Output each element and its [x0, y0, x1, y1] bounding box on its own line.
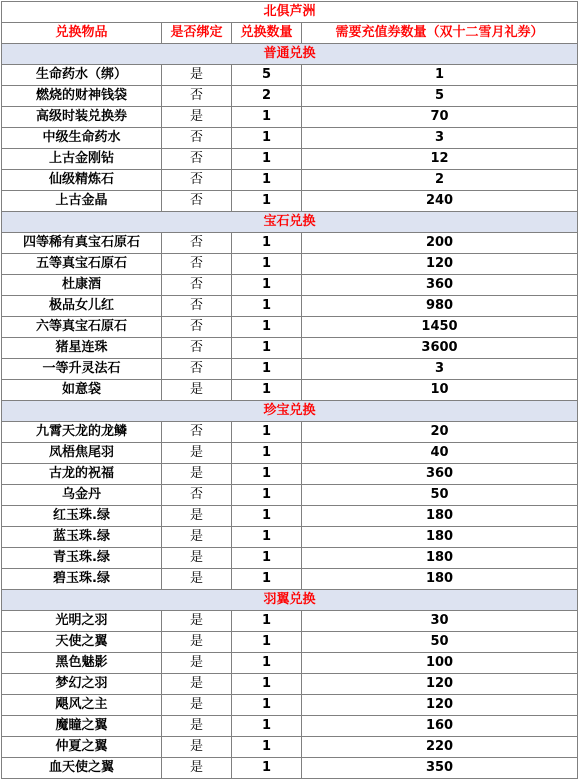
section-header-row [2, 212, 578, 233]
item-name: 蓝玉珠.绿 [2, 527, 162, 548]
exchange-table-body [2, 2, 578, 779]
table-row [2, 275, 578, 296]
bound-status: 否 [162, 359, 232, 380]
coupon-cost: 1450 [302, 317, 578, 338]
bound-status: 是 [162, 506, 232, 527]
exchange-quantity: 1 [232, 653, 302, 674]
item-name: 魔瞳之翼 [2, 716, 162, 737]
coupon-cost: 3 [302, 128, 578, 149]
coupon-cost: 180 [302, 506, 578, 527]
bound-status: 是 [162, 737, 232, 758]
item-name: 四等稀有真宝石原石 [2, 233, 162, 254]
exchange-quantity: 1 [232, 716, 302, 737]
item-name: 飓风之主 [2, 695, 162, 716]
coupon-cost: 1 [302, 65, 578, 86]
item-name: 黑色魅影 [2, 653, 162, 674]
exchange-quantity: 1 [232, 149, 302, 170]
exchange-quantity: 1 [232, 737, 302, 758]
item-name: 凤梧焦尾羽 [2, 443, 162, 464]
item-name: 青玉珠.绿 [2, 548, 162, 569]
coupon-cost: 360 [302, 275, 578, 296]
bound-status: 是 [162, 380, 232, 401]
exchange-quantity: 1 [232, 569, 302, 590]
exchange-quantity: 1 [232, 359, 302, 380]
coupon-cost: 120 [302, 695, 578, 716]
coupon-cost: 200 [302, 233, 578, 254]
item-name: 五等真宝石原石 [2, 254, 162, 275]
item-name: 红玉珠.绿 [2, 506, 162, 527]
coupon-cost: 180 [302, 569, 578, 590]
table-row [2, 86, 578, 107]
coupon-cost: 980 [302, 296, 578, 317]
table-row [2, 443, 578, 464]
header-item: 兑换物品 [2, 23, 162, 44]
coupon-cost: 10 [302, 380, 578, 401]
table-row [2, 611, 578, 632]
item-name: 中级生命药水 [2, 128, 162, 149]
exchange-quantity: 1 [232, 674, 302, 695]
item-name: 极品女儿红 [2, 296, 162, 317]
item-name: 古龙的祝福 [2, 464, 162, 485]
table-row [2, 464, 578, 485]
bound-status: 否 [162, 317, 232, 338]
exchange-quantity: 1 [232, 506, 302, 527]
bound-status: 否 [162, 86, 232, 107]
coupon-cost: 2 [302, 170, 578, 191]
table-row [2, 170, 578, 191]
exchange-quantity: 2 [232, 86, 302, 107]
exchange-quantity: 5 [232, 65, 302, 86]
table-row [2, 380, 578, 401]
table-title: 北俱芦洲 [2, 2, 578, 23]
coupon-cost: 160 [302, 716, 578, 737]
coupon-cost: 20 [302, 422, 578, 443]
coupon-cost: 3600 [302, 338, 578, 359]
table-row [2, 254, 578, 275]
table-row [2, 233, 578, 254]
item-name: 杜康酒 [2, 275, 162, 296]
item-name: 高级时装兑换券 [2, 107, 162, 128]
section-header-row [2, 401, 578, 422]
table-row [2, 485, 578, 506]
table-row [2, 317, 578, 338]
exchange-quantity: 1 [232, 128, 302, 149]
exchange-quantity: 1 [232, 758, 302, 779]
bound-status: 是 [162, 569, 232, 590]
bound-status: 是 [162, 695, 232, 716]
section-title: 普通兑换 [2, 44, 578, 65]
header-row [2, 23, 578, 44]
section-title: 羽翼兑换 [2, 590, 578, 611]
coupon-cost: 120 [302, 254, 578, 275]
coupon-cost: 350 [302, 758, 578, 779]
item-name: 生命药水（绑） [2, 65, 162, 86]
bound-status: 是 [162, 716, 232, 737]
table-row [2, 758, 578, 779]
bound-status: 是 [162, 548, 232, 569]
exchange-quantity: 1 [232, 611, 302, 632]
table-row [2, 653, 578, 674]
table-row [2, 128, 578, 149]
bound-status: 是 [162, 65, 232, 86]
section-header-row [2, 590, 578, 611]
header-coupons: 需要充值券数量（双十二雪月礼券） [302, 23, 578, 44]
title-row [2, 2, 578, 23]
bound-status: 否 [162, 170, 232, 191]
item-name: 乌金丹 [2, 485, 162, 506]
table-row [2, 338, 578, 359]
bound-status: 是 [162, 443, 232, 464]
exchange-quantity: 1 [232, 548, 302, 569]
coupon-cost: 12 [302, 149, 578, 170]
item-name: 仙级精炼石 [2, 170, 162, 191]
table-row [2, 527, 578, 548]
table-row [2, 422, 578, 443]
item-name: 六等真宝石原石 [2, 317, 162, 338]
exchange-quantity: 1 [232, 296, 302, 317]
bound-status: 否 [162, 149, 232, 170]
section-header-row [2, 44, 578, 65]
table-row [2, 632, 578, 653]
table-row [2, 716, 578, 737]
item-name: 上古金晶 [2, 191, 162, 212]
coupon-cost: 120 [302, 674, 578, 695]
exchange-quantity: 1 [232, 527, 302, 548]
coupon-cost: 50 [302, 485, 578, 506]
bound-status: 否 [162, 128, 232, 149]
exchange-table [1, 1, 578, 779]
bound-status: 是 [162, 653, 232, 674]
coupon-cost: 100 [302, 653, 578, 674]
table-row [2, 107, 578, 128]
bound-status: 是 [162, 464, 232, 485]
coupon-cost: 180 [302, 527, 578, 548]
item-name: 猪星连珠 [2, 338, 162, 359]
exchange-quantity: 1 [232, 107, 302, 128]
coupon-cost: 180 [302, 548, 578, 569]
item-name: 仲夏之翼 [2, 737, 162, 758]
exchange-quantity: 1 [232, 443, 302, 464]
exchange-quantity: 1 [232, 464, 302, 485]
header-quantity: 兑换数量 [232, 23, 302, 44]
item-name: 梦幻之羽 [2, 674, 162, 695]
table-row [2, 149, 578, 170]
exchange-quantity: 1 [232, 695, 302, 716]
coupon-cost: 220 [302, 737, 578, 758]
item-name: 一等升灵法石 [2, 359, 162, 380]
coupon-cost: 40 [302, 443, 578, 464]
table-row [2, 548, 578, 569]
table-row [2, 674, 578, 695]
table-row [2, 296, 578, 317]
item-name: 九霄天龙的龙鳞 [2, 422, 162, 443]
bound-status: 是 [162, 611, 232, 632]
item-name: 燃烧的财神钱袋 [2, 86, 162, 107]
section-title: 珍宝兑换 [2, 401, 578, 422]
exchange-quantity: 1 [232, 380, 302, 401]
item-name: 碧玉珠.绿 [2, 569, 162, 590]
table-row [2, 65, 578, 86]
coupon-cost: 70 [302, 107, 578, 128]
exchange-quantity: 1 [232, 422, 302, 443]
coupon-cost: 240 [302, 191, 578, 212]
bound-status: 否 [162, 191, 232, 212]
bound-status: 否 [162, 338, 232, 359]
coupon-cost: 30 [302, 611, 578, 632]
table-row [2, 695, 578, 716]
coupon-cost: 360 [302, 464, 578, 485]
item-name: 上古金刚钻 [2, 149, 162, 170]
exchange-quantity: 1 [232, 275, 302, 296]
item-name: 血天使之翼 [2, 758, 162, 779]
exchange-quantity: 1 [232, 317, 302, 338]
bound-status: 否 [162, 254, 232, 275]
bound-status: 是 [162, 632, 232, 653]
table-row [2, 191, 578, 212]
section-title: 宝石兑换 [2, 212, 578, 233]
table-row [2, 359, 578, 380]
bound-status: 否 [162, 485, 232, 506]
coupon-cost: 3 [302, 359, 578, 380]
coupon-cost: 50 [302, 632, 578, 653]
bound-status: 否 [162, 422, 232, 443]
item-name: 光明之羽 [2, 611, 162, 632]
bound-status: 否 [162, 296, 232, 317]
table-row [2, 737, 578, 758]
exchange-quantity: 1 [232, 233, 302, 254]
bound-status: 是 [162, 674, 232, 695]
bound-status: 否 [162, 275, 232, 296]
bound-status: 是 [162, 107, 232, 128]
bound-status: 否 [162, 233, 232, 254]
item-name: 天使之翼 [2, 632, 162, 653]
exchange-quantity: 1 [232, 338, 302, 359]
exchange-quantity: 1 [232, 254, 302, 275]
exchange-quantity: 1 [232, 485, 302, 506]
exchange-quantity: 1 [232, 632, 302, 653]
coupon-cost: 5 [302, 86, 578, 107]
table-row [2, 569, 578, 590]
header-bound: 是否绑定 [162, 23, 232, 44]
exchange-quantity: 1 [232, 170, 302, 191]
item-name: 如意袋 [2, 380, 162, 401]
bound-status: 是 [162, 758, 232, 779]
bound-status: 是 [162, 527, 232, 548]
exchange-quantity: 1 [232, 191, 302, 212]
table-row [2, 506, 578, 527]
